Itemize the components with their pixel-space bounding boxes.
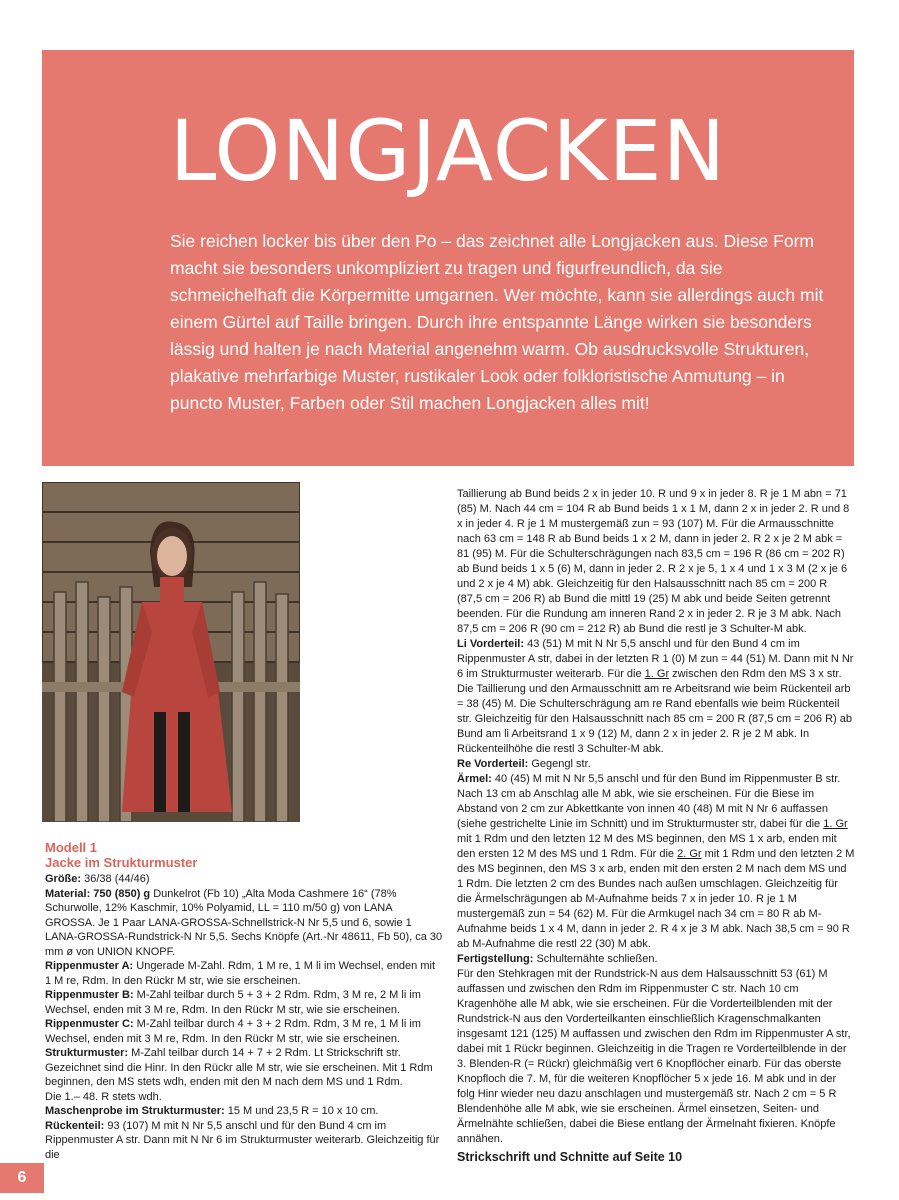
size-text: 36/38 (44/46) — [81, 873, 150, 885]
left-front-text-b: zwischen den Rdm den MS 3 x str. Die Taillierung und den Armausschnitt am re Arbeitsrand wie beim Rückenteil arb = 38 (45) M. Die Schulterschrägung am re Rand ebenfalls wie beim Rückenteil str. Gleichzeitig für den Halsausschnitt nach 85 cm = 200 R (87,5 cm = 206 R) ab Bund am li Arbeitsrand 1 x 9 (12) M, dann 2 x in jeder 2. R je 2 M abk. In Rückenteilhöhe die restl 3 Schulter-M abk. — [457, 668, 852, 755]
header-banner — [42, 50, 854, 466]
gauge-text: 15 M und 23,5 R = 10 x 10 cm. — [224, 1105, 379, 1117]
model-title: Jacke im Strukturmuster — [45, 855, 198, 870]
model-photo — [42, 482, 300, 822]
rib-c-label: Rippenmuster C: — [45, 1018, 134, 1030]
rib-c-text: M-Zahl teilbar durch 4 + 3 + 2 Rdm. Rdm, 3 M re, 1 M li im Wechsel, enden mit 3 M re, Rdm. In den Rückr M str, wie sie erscheinen. — [45, 1018, 421, 1045]
material-paragraph — [45, 887, 443, 960]
finishing-paragraph — [457, 952, 855, 967]
size-paragraph — [45, 872, 443, 887]
page-number: 6 — [0, 1163, 44, 1193]
rib-b-label: Rippenmuster B: — [45, 989, 134, 1001]
right-front-paragraph — [457, 757, 855, 772]
finishing-text: Schulternähte schließen. — [533, 953, 658, 965]
left-column — [45, 840, 443, 1162]
structure-repeat: Die 1.– 48. R stets wdh. — [45, 1090, 162, 1103]
back-label: Rückenteil: — [45, 1119, 105, 1132]
structure-label: Strukturmuster: — [45, 1047, 129, 1059]
model-number: Modell 1 — [45, 840, 98, 855]
rib-a-label: Rippenmuster A: — [45, 960, 134, 972]
rib-a-text: Ungerade M-Zahl. Rdm, 1 M re, 1 M li im Wechsel, enden mit 1 M re, Rdm. In den Rückr M str, wie sie erscheinen. — [45, 960, 436, 987]
back-paragraph — [45, 1119, 443, 1163]
finishing-label: Fertigstellung: — [457, 953, 534, 965]
rib-c-paragraph — [45, 1017, 443, 1046]
right-front-label: Re Vorderteil: — [457, 758, 529, 770]
gauge-label: Maschenprobe im Strukturmuster: — [45, 1105, 225, 1117]
right-front-text: Gegengl str. — [528, 758, 591, 770]
structure-text: M-Zahl teilbar durch 14 + 7 + 2 Rdm. Lt Strickschrift str. Gezeichnet sind die Hinr. In den Rückr alle M str, wie sie erscheinen. Mit 1 Rdm beginnen, den MS stets wdh, enden mit den M nach dem MS und 1 Rdm. — [45, 1047, 433, 1088]
left-front-label: Li Vorderteil: — [457, 638, 525, 650]
chart-reference: Strickschrift und Schnitte auf Seite 10 — [457, 1150, 683, 1164]
left-front-text-a: 43 (51) M mit N Nr 5,5 anschl und für den Bund 4 cm im Rippenmuster A str, dabei in der letzten R 1 (0) M zun = 44 (51) M. Dann mit N Nr 6 im Strukturmuster weiterarb. Für die — [457, 638, 854, 680]
photo-illustration — [42, 482, 300, 822]
intro-text: Sie reichen locker bis über den Po – das zeichnet alle Longjacken aus. Diese Form macht sie besonders unkompliziert zu tragen und figurfreundlich, da sie schmeichelhaft die Körpermitte umgarnen. Wer möchte, kann sie allerdings auch mit einem Gürtel auf Taille bringen. Durch ihre entspannte Länge wirken sie besonders lässig und halten je nach Material angenehm warm. Ob ausdrucksvolle Strukturen, plakative mehrfarbige Muster, rustikaler Look oder folkloristische Anmutung – in puncto Muster, Farben oder Stil machen Longjacken alles mit! — [170, 231, 824, 413]
sleeve-size-mark-1: 1. Gr — [823, 818, 848, 830]
sleeve-label: Ärmel: — [457, 773, 492, 785]
sleeve-text-a: 40 (45) M mit N Nr 5,5 anschl und für den Bund im Rippenmuster B str. Nach 13 cm ab Anschlag alle M abk, wie sie erscheinen. Für die Biese im Abstand von 2 cm zur Abkettkante von innen 40 (48) M mit N Nr 6 auffassen (siehe gestrichelte Linie im Schnitt) und im Strukturmuster str, dabei für die — [457, 773, 841, 830]
structure-paragraph — [45, 1046, 443, 1104]
rib-a-paragraph — [45, 959, 443, 988]
sleeve-text-b: mit 1 Rdm und den letzten 12 M des MS beginnen, den MS 1 x arb, enden mit den ersten 12 M des MS und 1 Rdm. Für die — [457, 833, 837, 860]
left-front-size-mark: 1. Gr — [644, 668, 670, 680]
size-label: Größe: — [45, 873, 82, 885]
material-label: Material: 750 (850) g — [45, 887, 151, 900]
right-column — [457, 487, 855, 1165]
sleeve-paragraph — [457, 772, 855, 952]
material-text: Dunkelrot (Fb 10) „Alta Moda Cashmere 16“ (78% Schurwolle, 12% Kaschmir, 10% Polyamid, LL = 110 m/50 g) von LANA GROSSA. Je 1 Paar LANA-GROSSA-Schnellstrick-N Nr 5,5 und 6, sowie 1 LANA-GROSSA-Rundstrick-N Nr 5,5. Sechs Knöpfe (Art.-Nr 48611, Fb 50), ca 30 mm ø von UNION KNOPF. — [45, 887, 443, 958]
left-front-paragraph — [457, 637, 855, 757]
sleeve-size-mark-2: 2. Gr — [677, 848, 702, 860]
back-text: 93 (107) M mit N Nr 5,5 anschl und für den Bund 4 cm im Rippenmuster A str. Dann mit N Nr 6 im Strukturmuster weiterarb. Gleichzeitig für die — [45, 1119, 440, 1161]
rib-b-text: M-Zahl teilbar durch 5 + 3 + 2 Rdm. Rdm, 3 M re, 2 M li im Wechsel, enden mit 3 M re, Rdm. In den Rückr M str, wie sie erscheinen. — [45, 989, 421, 1016]
gauge-paragraph — [45, 1104, 443, 1119]
page-title: LONGJACKEN — [169, 102, 727, 200]
sleeve-text-c: mit 1 Rdm und den letzten 2 M des MS beginnen, den MS 3 x arb, enden mit den ersten 2 M nach dem MS und 1 Rdm. Die letzten 2 cm des Bundes nach außen umschlagen. Gleichzeitig für die Ärmelschrägungen ab M-Aufnahme beids 7 x in jeder 10. R je 1 M mustergemäß zun = 54 (62) M. Für die Armkugel nach 34 cm = 80 R ab M-Aufnahme beids 1 x 4 M, dann in jeder 2. R 4 x je 3 M abk. Nach 38,5 cm = 90 R ab M-Aufnahme die restl 22 (30) M abk. — [457, 848, 855, 950]
rib-b-paragraph — [45, 988, 443, 1017]
back-continued: Taillierung ab Bund beids 2 x in jeder 10. R und 9 x in jeder 8. R je 1 M abn = 71 (85) M. Nach 44 cm = 104 R ab Bund beids 1 x 1 M, dann 2 x in jeder 2. R und 8 x in jeder 4. R je 1 M mustergemäß zun = 93 (107) M. Für die Armausschnitte nach 63 cm = 148 R ab Bund beids 1 x 2 M, dann in jeder 2. R 2 x je 2 M abk = 81 (95) M. Für die Schulterschrägungen nach 83,5 cm = 196 R (86 cm = 202 R) ab Bund beids 1 x 5 (6) M, dann in jeder 2. R 2 x je 5, 1 x 4 und 1 x 3 M (2 x je 6 und 2 x je 4 M) abk. Gleichzeitig für den Halsausschnitt nach 85 cm = 200 R (87,5 cm = 206 R) ab Bund die mittl 19 (25) M abk und beide Seiten getrennt beenden. Für die Rundung am inneren Rand 2 x in jeder 2. R je 3 M abk. Nach 87,5 cm = 206 R (90 cm = 212 R) ab Bund die restl je 3 Schulter-M abk. — [457, 488, 850, 635]
collar-paragraph: Für den Stehkragen mit der Rundstrick-N aus dem Halsausschnitt 53 (61) M auffassen und zwischen den Rdm im Rippenmuster C str. Nach 10 cm Kragenhöhe alle M abk, wie sie erscheinen. Für die Vorderteilblenden mit der Rundstrick-N aus den Vorderteilkanten einschließlich Kragenschmalkanten insgesamt 121 (125) M auffassen und zwischen den Rdm im Rippenmuster A str, dabei mit 1 Rückr beginnen. Gleichzeitig in die Tragen re Vorderteilblende in der 3. Blenden-R (= Rückr) gleichmäßig vert 6 Knopflöcher einarb. Für das oberste Knopfloch die 7. M, für die weiteren Knopflöcher 5 x jede 16. M abk und in der folg Hinr wieder neu dazu anschlagen und mustergemäß str. Nach 2 cm = 5 R Blendenhöhe alle M abk, wie sie erscheinen. Ärmel einsetzen, Seiten- und Ärmelnähte schließen, dabei die Biese entlang der Ärmelnaht fixieren. Knöpfe annähen. — [457, 968, 851, 1145]
